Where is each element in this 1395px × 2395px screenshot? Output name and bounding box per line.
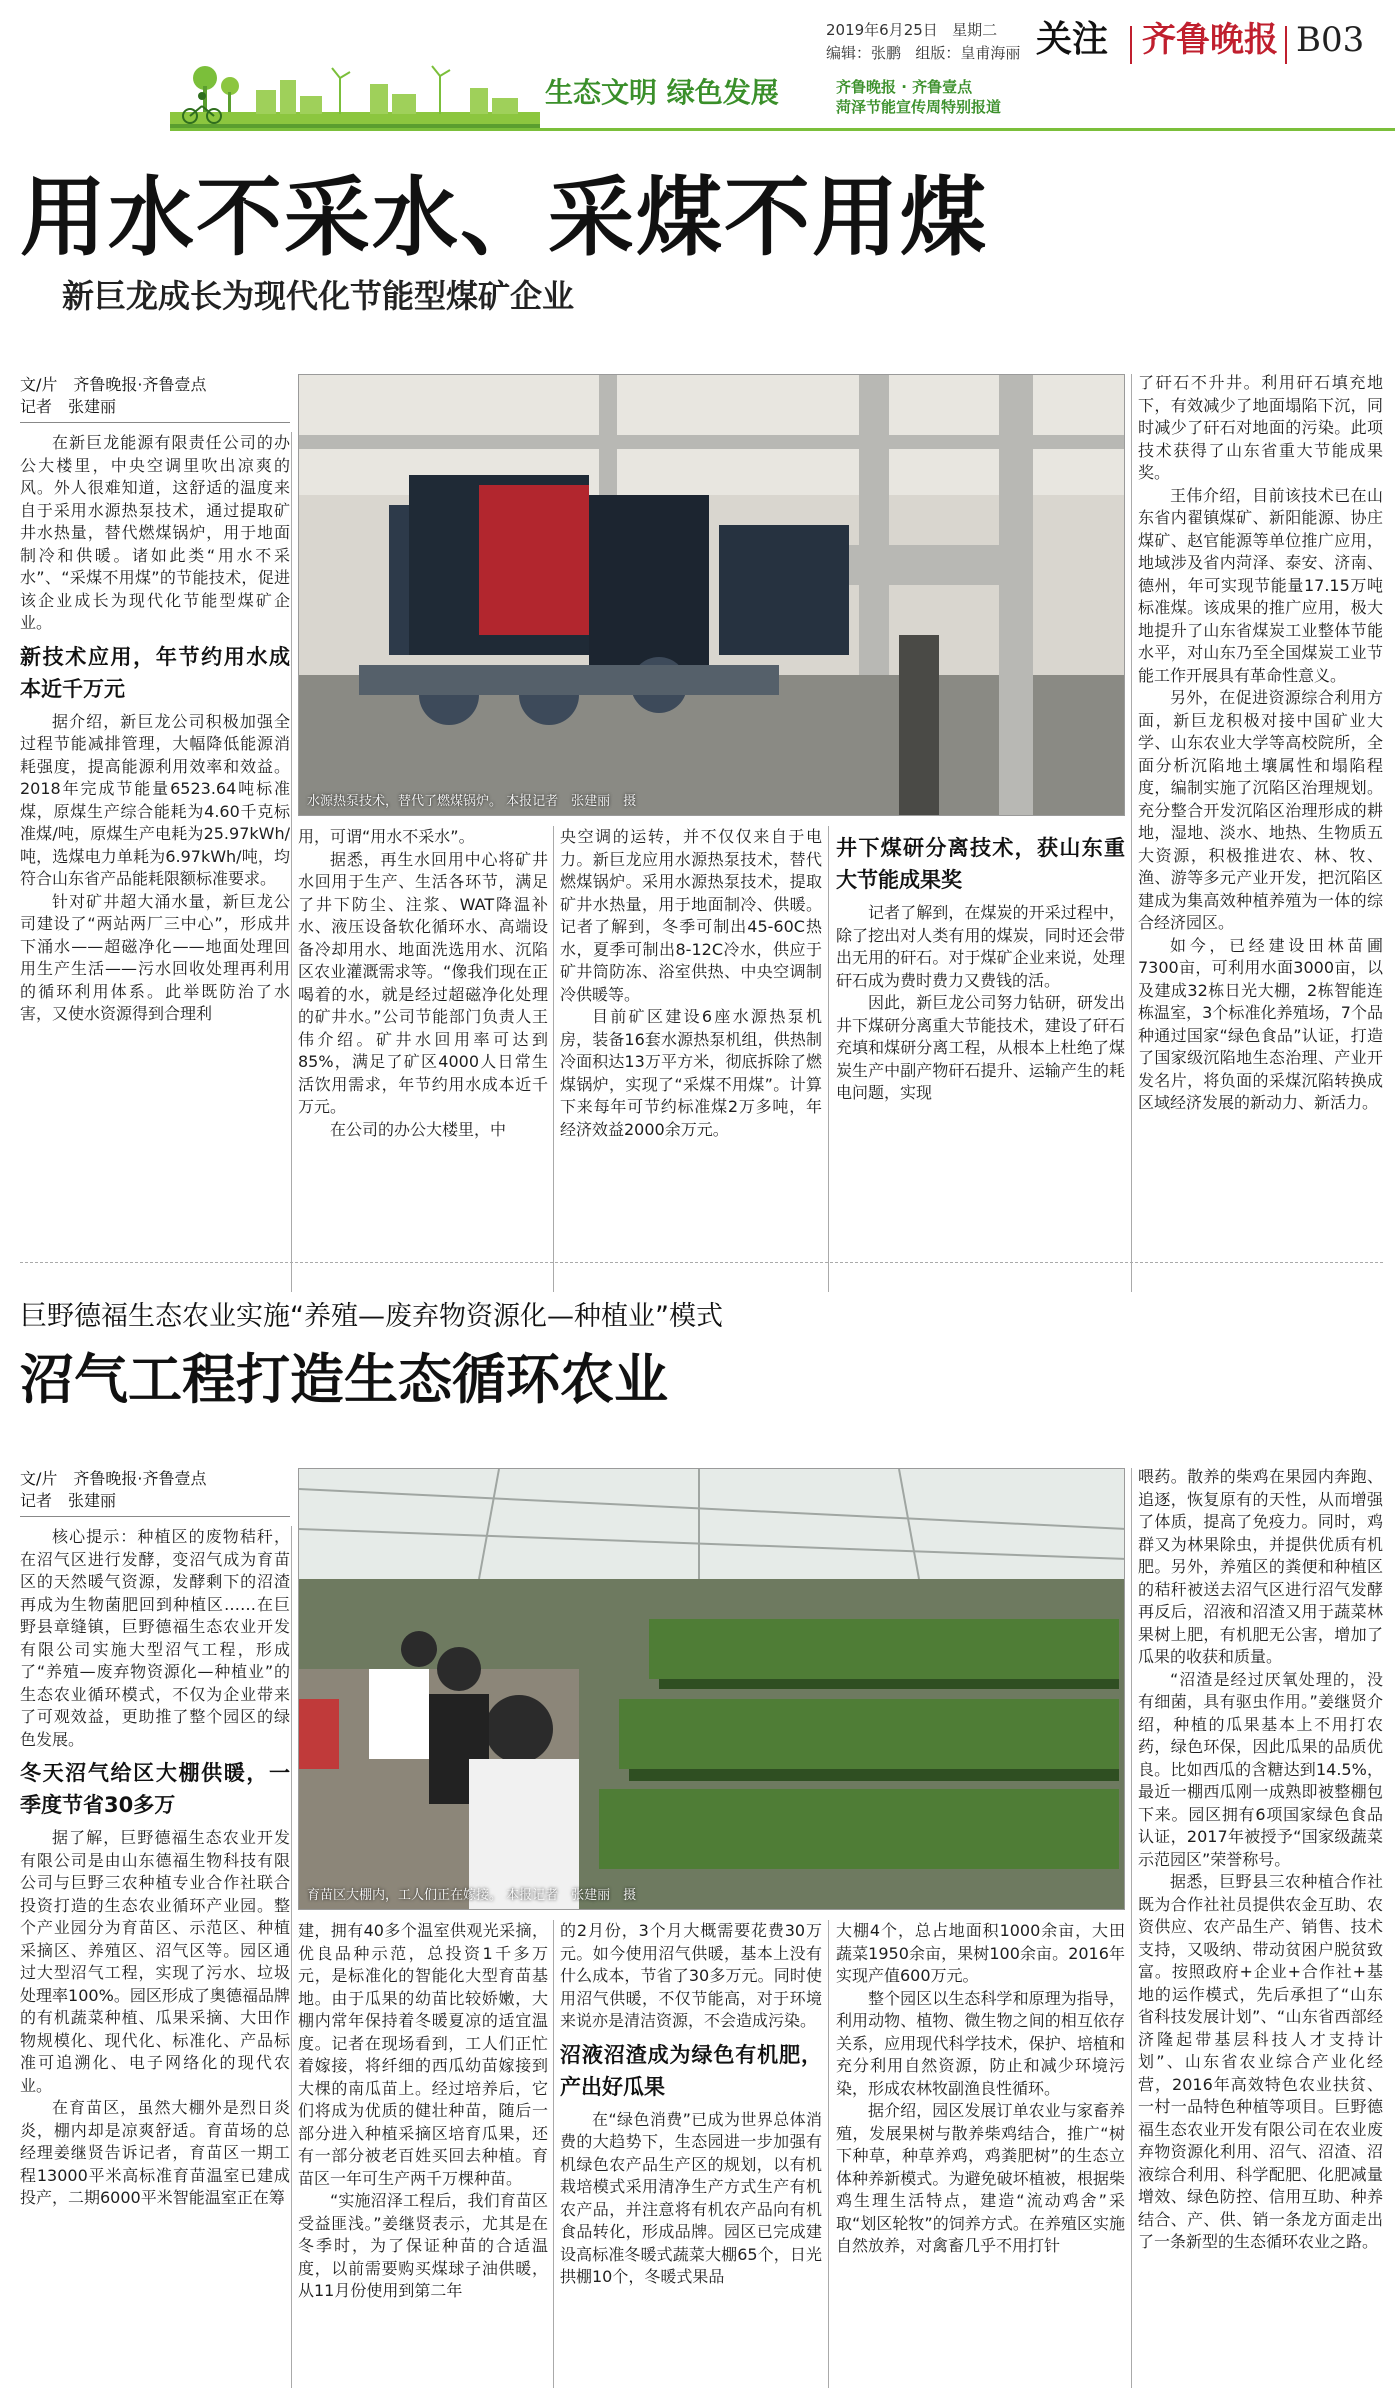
article1-byline [20,374,300,418]
article1-column-4 [836,826,1125,1292]
eco-banner-illustration [170,58,540,130]
article2-column-3 [560,1920,822,2388]
paragraph: 在“绿色消费”已成为世界总体消费的大趋势下，生态园进一步加强有机绿色农产品生产区的规划，以有机栽培模式采用清净生产方式生产有机农产品，并注意将有机农产品向有机食品转化，形成品牌。园区已完成建设高标准冬暖式蔬菜大棚65个，日光拱棚10个，冬暖式果品 [560,2109,822,2286]
paragraph: 在公司的办公大楼里，中 [330,1119,507,1139]
article1-subheading-2: 井下煤研分离技术，获山东重大节能成果奖 [836,836,1125,892]
paragraph: 目前矿区建设6座水源热泵机房，装备16套水源热泵机组，供热制冷面积达13万平方米，彻底拆除了燃煤锅炉，实现了“采煤不用煤”。计算下来每年可节约标准煤2万多吨，年经济效益2000余万元。 [560,1007,822,1139]
paragraph: 了矸石不升井。利用矸石填充地下，有效减少了地面塌陷下沉，同时减少了矸石对地面的污染。此项技术获得了山东省重大节能成果奖。 [1138,373,1383,482]
article1-column-5 [1138,372,1383,1292]
paragraph: 的2月份，3个月大概需要花费30万元。如今使用沼气供暖，基本上没有什么成本，节省了30多万元。同时使用沼气供暖，不仅节能高，对于环境来说亦是清洁资源，不会造成污染。 [560,1921,822,2030]
byline-rule [20,1516,290,1517]
article1-photo-caption: 水源热泵技术，替代了燃煤锅炉。 本报记者 张建丽 摄 [307,794,637,809]
paragraph: 用，可谓“用水不采水”。 [298,827,475,846]
article2-column-4 [836,1920,1125,2388]
article1-subhead: 新巨龙成长为现代化节能型煤矿企业 [62,277,575,315]
paragraph: 大棚4个，总占地面积1000余亩，大田蔬菜1950余亩，果树100余亩。2016年实现产值600万元。 [836,1921,1125,1985]
paragraph: 据介绍，新巨龙公司积极加强全过程节能减排管理，大幅降低能源消耗强度，提高能源利用效率和效益。2018年完成节能量6523.64吨标准煤，原煤生产综合能耗为4.60千克标准煤/吨，原煤生产电耗为25.97kWh/吨，选煤电力单耗为6.97kWh/吨，均符合山东省产品能耗限额标准要求。 [20,711,290,888]
paragraph: 另外，在促进资源综合利用方面，新巨龙积极对接中国矿业大学、山东农业大学等高校院所，全面分析沉陷地土壤属性和塌陷程度，编制实施了沉陷区治理规划。充分整合开发沉陷区治理形成的耕地，湿地、淡水、地热、生物质五大资源，积极推进农、林、牧、渔、游等多元产业开发，把沉陷区建成为集高效种植养殖为一体的综合经济园区。 [1138,688,1383,932]
paragraph: 建，拥有40多个温室供观光采摘，优良品种示范，总投资1千多万元，是标准化的智能化大型育苗基地。由于瓜果的幼苗比较娇嫩，大棚内常年保持着冬暖夏凉的适宜温度。记者在现场看到，工人们正忙着嫁接，将纤细的西瓜幼苗嫁接到大棵的南瓜苗上。经过培养后，它们将成为优质的健壮种苗，随后一部分进入种植采摘区培育瓜果，还有一部分被老百姓买回去种植。育苗区一年可生产两千万棵种苗。 [298,1921,548,2188]
layout-editor: 组版：皇甫海丽 [915,44,1021,62]
column-divider [553,1920,554,2388]
article2-column-5 [1138,1466,1383,2388]
article2-subheading-2: 沼液沼渣成为绿色有机肥，产出好瓜果 [560,2042,822,2099]
paragraph: 据了解，巨野德福生态农业开发有限公司是由山东德福生物科技有限公司与巨野三农种植专业合作社联合投资打造的生态农业循环产业园。整个产业园分为育苗区、示范区、种植采摘区、养殖区、沼气区等。园区通过大型沼气工程，实现了污水、垃圾处理率100%。园区形成了奥德福品牌的有机蔬菜种植、瓜果采摘、大田作物规模化、现代化、标准化、产品标准可追溯化、电子网络化的现代农业。 [20,1828,290,2095]
column-divider [828,826,829,1292]
editor: 编辑：张鹏 [826,44,902,62]
paragraph: 如今，已经建设田林苗圃7300亩，可利用水面3000亩，以及建成32栋日光大棚，2栋智能连栋温室，3个标准化养殖场，7个品种通过国家“绿色食品”认证，打造了国家级沉陷地生态治理、产业开发名片，将负面的采煤沉陷转换成区域经济发展的新动力、新活力。 [1138,935,1383,1112]
article2-byline [20,1468,300,1512]
column-divider [828,1920,829,2388]
paragraph: 央空调的运转，并不仅仅来自于电力。新巨龙应用水源热泵技术，替代燃煤锅炉。采用水源热泵技术，提取矿井水热量，用于地面制冷、供暖。记者了解到，冬季可制出45-60C热水，夏季可制出8-12C冷水，供应于矿井筒防冻、浴室供热、中央空调制冷供暖等。 [560,827,822,1004]
paragraph: 核心提示：种植区的废物秸秆，在沼气区进行发酵，变沼气成为育苗区的天然暖气资源，发酵剩下的沼渣再成为生物菌肥回到种植区……在巨野县章缝镇，巨野德福生态农业开发有限公司实施大型沼气工程，形成了“养殖—废弃物资源化—种植业”的生态农业循环模式，不仅为企业带来了可观效益，更助推了整个园区的绿色发展。 [20,1527,290,1749]
editor-line [826,43,1020,63]
banner-baseline [170,128,1395,131]
page-number: B03 [1296,20,1365,60]
heat-pump-room-image [299,375,1125,816]
article2-kicker: 巨野德福生态农业实施“养殖—废弃物资源化—种植业”模式 [20,1301,723,1332]
section-label: 关注 [1036,19,1109,60]
paragraph: 在育苗区，虽然大棚外是烈日炎炎，棚内却是凉爽舒适。育苗场的总经理姜继贤告诉记者，育苗区一期工程13000平米高标准育苗温室已建成投产，二期6000平米智能温室正在筹 [20,2098,290,2207]
paragraph: 整个园区以生态科学和原理为指导，利用动物、植物、微生物之间的相互依存关系，应用现代科学技术，保护、培植和充分利用自然资源，防止和减少环境污染，形成农林牧副渔良性循环。 [836,1988,1125,2098]
column-divider [553,826,554,1292]
paragraph: 据介绍，园区发展订单农业与家畜养殖，发展果树与散养柴鸡结合，推广“树下种草，种草养鸡，鸡粪肥树”的生态立体种养新模式。为避免破坏植被，根据柴鸡生理生活特点，建造“流动鸡舍”采取“划区轮牧”的饲养方式。在养殖区实施自然放养，对禽畜几乎不用打针 [836,2101,1125,2255]
paragraph: 王伟介绍，目前该技术已在山东省内翟镇煤矿、新阳能源、协庄煤矿、赵官能源等单位推广应用，地域涉及省内菏泽、泰安、济南、德州，年可实现节能量17.15万吨标准煤。该成果的推广应用，极大地提升了山东省煤炭工业整体节能水平，对山东乃至全国煤炭工业节能工作开展具有革命性意义。 [1138,485,1383,685]
paragraph: 在新巨龙能源有限责任公司的办公大楼里，中央空调里吹出凉爽的风。外人很难知道，这舒适的温度来自于采用水源热泵技术，通过提取矿井水热量，替代燃煤锅炉，用于地面制冷和供暖。诸如此类“用水不采水”、“采煤不用煤”的节能技术，促进该企业成长为现代化节能型煤矿企业。 [20,433,290,632]
greenhouse-workers-image [299,1469,1125,1910]
date: 2019年6月25日 [826,21,938,39]
article1-column-3 [560,826,822,1292]
date-line [826,20,997,40]
banner-subtitle-2: 菏泽节能宣传周特别报道 [836,98,1002,116]
article2-column-2 [298,1920,548,2388]
paragraph: 记者了解到，在煤炭的开采过程中，除了挖出对人类有用的煤炭，同时还会带出无用的矸石。对于煤矿企业来说，处理矸石成为费时费力又费钱的活。 [836,903,1125,990]
paragraph: 据悉，再生水回用中心将矿井水回用于生产、生活各环节，满足了井下防尘、注浆、WAT降温补水、液压设备软化循环水、高端设备冷却用水、地面洗选用水、沉陷区农业灌溉需求等。“像我们现在正喝着的水，就是经过超磁净化处理的矿井水。”公司节能部门负责人王伟介绍。矿井水回用率可达到85%，满足了矿区4000人日常生活饮用需求，年节约用水成本近千万元。 [298,849,548,1116]
article1-column-2 [298,826,548,1292]
byline-reporter: 记者 张建丽 [20,1491,117,1510]
column-divider [1131,1468,1132,2388]
masthead-divider-2 [1285,26,1287,64]
column-divider [291,1526,292,2388]
byline-reporter: 记者 张建丽 [20,397,117,416]
article1-subheading-1: 新技术应用，年节约用水成本近千万元 [20,644,290,701]
article2-subheading-1: 冬天沼气给区大棚供暖，一季度节省30多万 [20,1761,290,1817]
column-divider [291,432,292,1292]
masthead-divider [1130,26,1132,64]
banner-title: 生态文明 绿色发展 [545,76,779,109]
article2-column-1 [20,1526,290,2388]
byline-source: 文/片 齐鲁晚报·齐鲁壹点 [20,375,207,394]
article1-photo [298,374,1125,816]
byline-source: 文/片 齐鲁晚报·齐鲁壹点 [20,1469,207,1488]
article2-photo [298,1468,1125,1910]
byline-rule [20,422,290,423]
column-divider [1131,374,1132,1292]
paper-logo: 齐鲁晚报 [1142,20,1278,60]
paragraph: “沼渣是经过厌氧处理的，没有细菌，具有驱虫作用。”姜继贤介绍，种植的瓜果基本上不用打农药，绿色环保，因此瓜果的品质优良。比如西瓜的含糖达到14.5%，最近一棚西瓜刚一成熟即被整棚包下来。园区拥有6项国家绿色食品认证，2017年被授予“国家级蔬菜示范园区”荣誉称号。 [1138,1669,1383,1869]
paragraph: 喂药。散养的柴鸡在果园内奔跑、追逐，恢复原有的天性，从而增强了体质，提高了免疫力。同时，鸡群又为林果除虫，并提供优质有机肥。另外，养殖区的粪便和种植区的秸秆被送去沼气区进行沼气发酵再反后，沼液和沼渣又用于蔬菜林果树上肥，有机肥无公害，增加了瓜果的收获和质量。 [1138,1467,1383,1666]
paragraph: 据悉，巨野县三农种植合作社既为合作社社员提供农金互助、农资供应、农产品生产、销售、技术支持，又吸纳、带动贫困户脱贫致富。按照政府+企业+合作社+基地的运作模式，先后承担了“山东省科技发展计划”、“山东省西部经济隆起带基层科技人才支持计划”、山东省农业综合产业化经营，2016年高效特色农业扶贫、一村一品特色种植等项目。巨野德福生态农业开发有限公司在农业废弃物资源化利用、沼气、沼渣、沼液综合利用、科学配肥、化肥减量增效、绿色防控、信用互助、种养结合、产、供、销一条龙方面走出了一条新型的生态循环农业之路。 [1138,1872,1383,2251]
banner-subtitle-1: 齐鲁晚报 · 齐鲁壹点 [836,78,973,96]
weekday: 星期二 [952,21,998,39]
paragraph: 针对矿井超大涌水量，新巨龙公司建设了“两站两厂三中心”，形成井下涌水——超磁净化——地面处理回用生产生活——污水回收处理再利用的循环利用体系。此举既防治了水害，又使水资源得到合理利 [20,891,290,1023]
paragraph: “实施沼泽工程后，我们育苗区受益匪浅。”姜继贤表示，尤其是在冬季时，为了保证种苗的合适温度，以前需要购买煤球子油供暖，从11月份使用到第二年 [298,2191,548,2300]
article2-headline: 沼气工程打造生态循环农业 [20,1348,668,1411]
article1-column-1 [20,432,290,1292]
paragraph: 因此，新巨龙公司努力钻研，研发出井下煤研分离重大节能技术，建设了矸石充填和煤研分离工程，从根本上杜绝了煤炭生产中副产物矸石提升、运输产生的耗电问题，实现 [836,993,1125,1102]
article-separator [20,1262,1383,1263]
masthead [0,0,1395,130]
article1-headline: 用水不采水、采煤不用煤 [20,168,988,268]
article2-photo-caption: 育苗区大棚内，工人们正在嫁接。 本报记者 张建丽 摄 [307,1888,637,1903]
